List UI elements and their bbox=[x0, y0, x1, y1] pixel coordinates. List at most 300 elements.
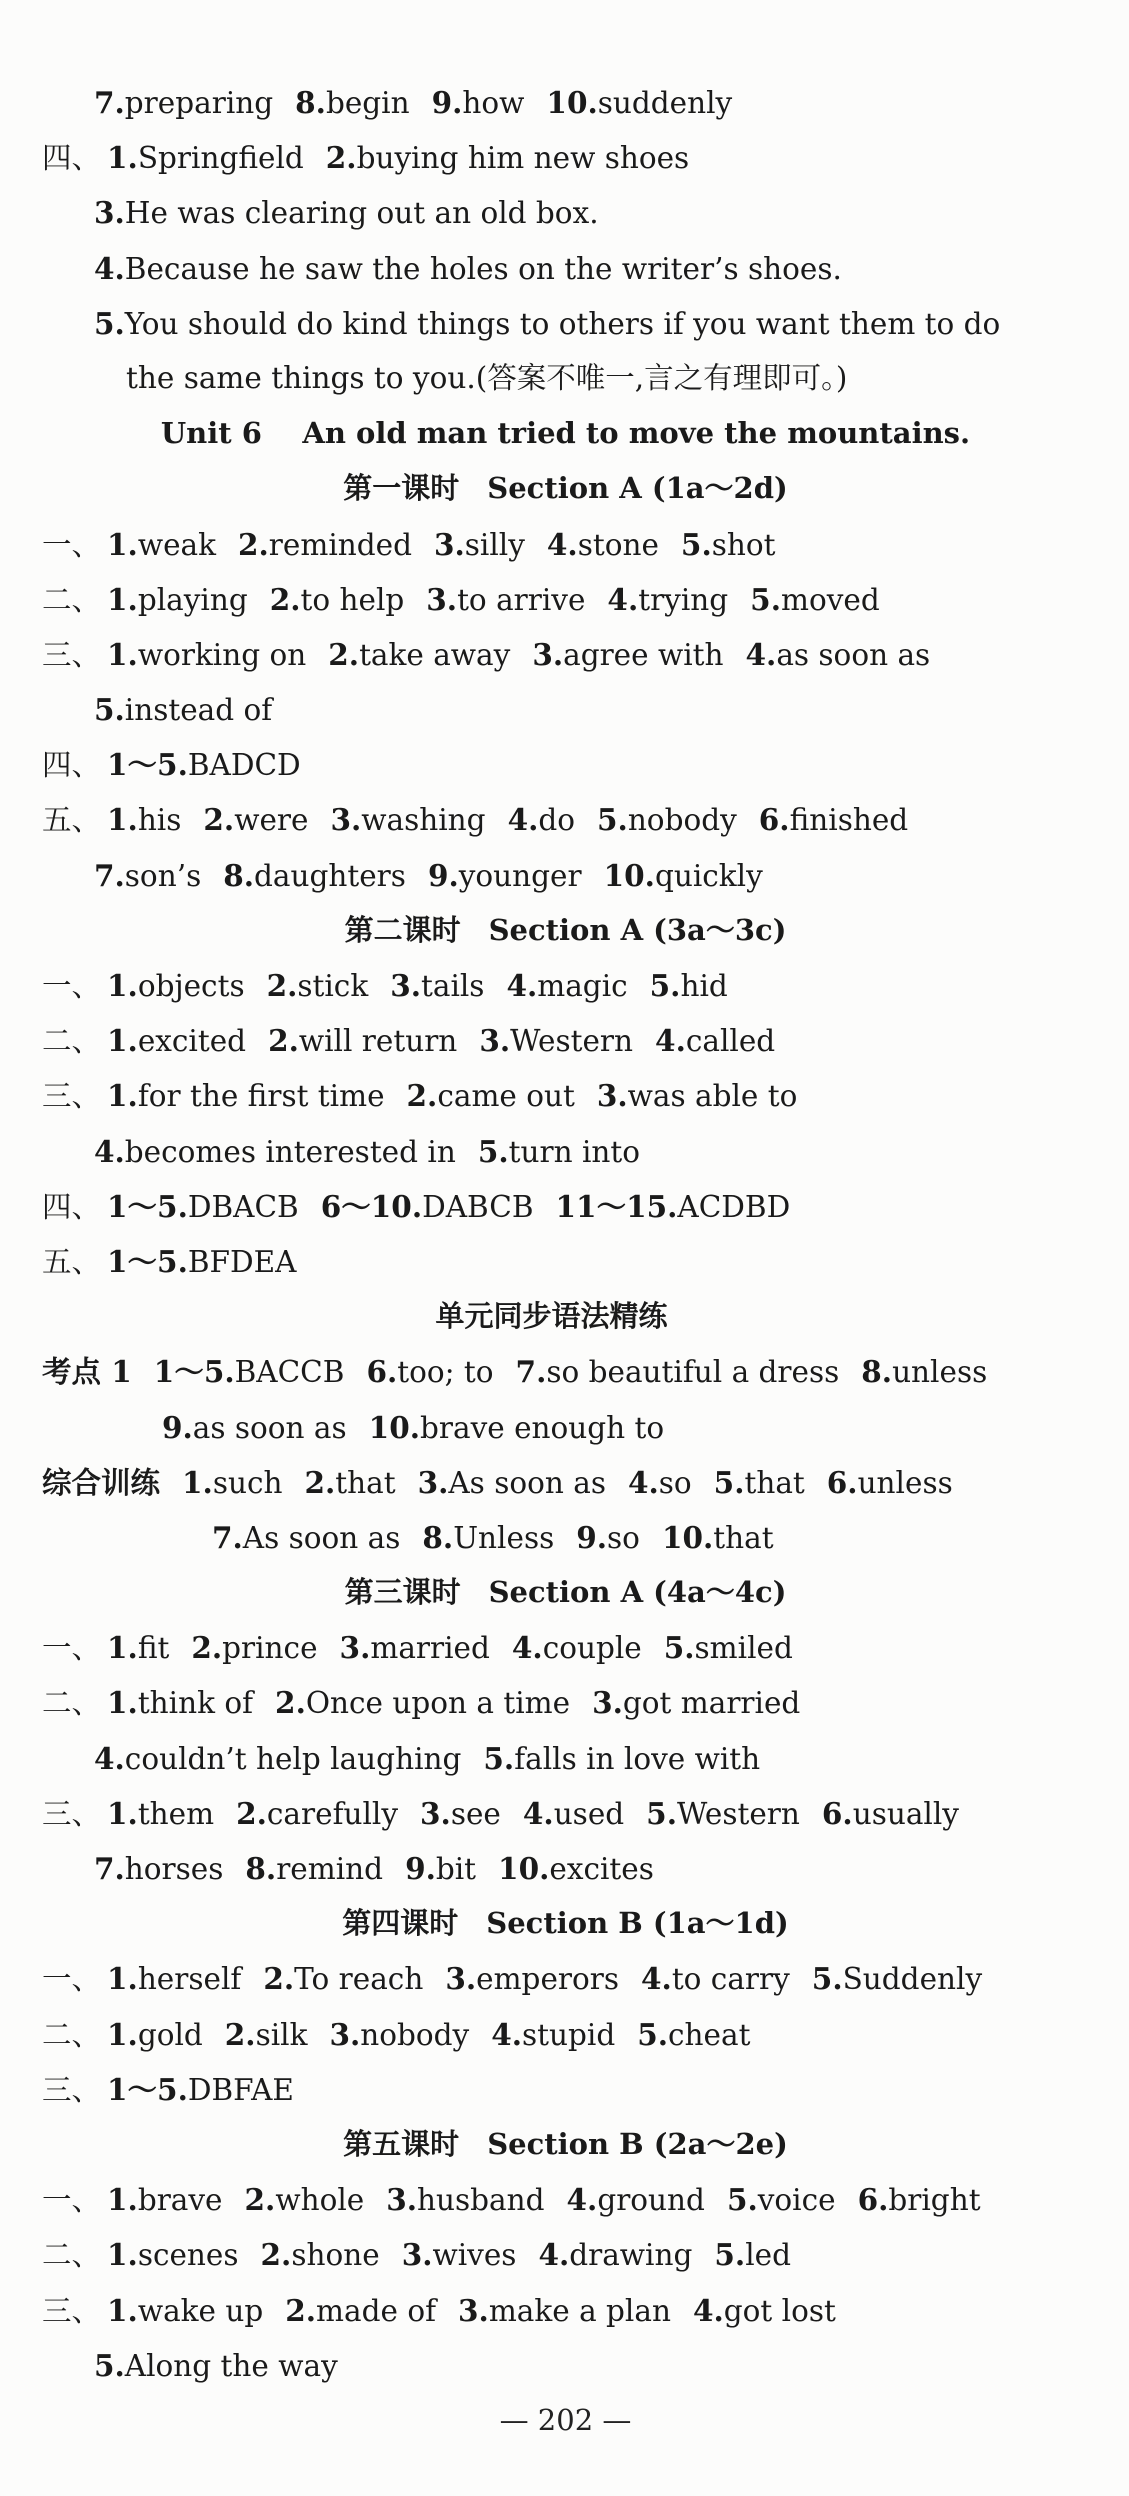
answer-item bbox=[261, 2238, 380, 2272]
answer-number: 1. bbox=[107, 636, 138, 672]
answer-text: as soon as bbox=[192, 1410, 347, 1445]
answer-text: as soon as bbox=[776, 637, 931, 672]
answer-text: washing bbox=[361, 803, 486, 838]
answer-text: take away bbox=[359, 637, 511, 672]
answer-item bbox=[483, 1742, 760, 1776]
answer-line bbox=[42, 1234, 1089, 1289]
answer-text: playing bbox=[137, 582, 248, 617]
answer-text: DABCB bbox=[422, 1189, 534, 1224]
part-marker: 四、 bbox=[42, 141, 102, 176]
part-marker: 二、 bbox=[42, 1686, 102, 1721]
answer-text: tails bbox=[421, 969, 485, 1003]
answer-line bbox=[42, 2283, 1089, 2338]
answer-number: 1. bbox=[107, 2016, 138, 2052]
answer-item bbox=[107, 1190, 299, 1224]
answer-item bbox=[822, 1797, 959, 1831]
answer-item bbox=[386, 2183, 544, 2217]
answer-item bbox=[304, 1466, 395, 1500]
answer-item bbox=[245, 2183, 365, 2217]
answer-number: 3. bbox=[420, 1795, 451, 1831]
answer-item bbox=[418, 1466, 606, 1500]
answer-number: 1. bbox=[107, 526, 138, 562]
answer-item bbox=[329, 2018, 469, 2052]
answer-item bbox=[422, 1521, 554, 1555]
answer-item bbox=[107, 1686, 253, 1720]
answer-text: make a plan bbox=[488, 2293, 671, 2328]
answer-item bbox=[285, 2294, 436, 2328]
answer-text: DBACB bbox=[187, 1189, 299, 1224]
answer-text: brave bbox=[137, 2183, 223, 2218]
answer-text: gold bbox=[137, 2017, 203, 2052]
answer-text: emperors bbox=[476, 1962, 620, 1997]
answer-text: couldn’t help laughing bbox=[124, 1741, 462, 1776]
answer-number: 8. bbox=[861, 1354, 893, 1390]
answer-text: scenes bbox=[137, 2238, 239, 2273]
answer-number: 4. bbox=[745, 636, 777, 672]
answer-item bbox=[94, 2349, 338, 2383]
answer-text: husband bbox=[417, 2183, 545, 2218]
answer-number: 4. bbox=[491, 2016, 523, 2052]
answer-line bbox=[42, 1400, 1089, 1455]
answer-line bbox=[42, 1675, 1089, 1730]
answer-line bbox=[42, 2338, 1089, 2393]
section-heading bbox=[42, 1289, 1089, 1344]
answer-text: moved bbox=[780, 582, 880, 617]
answer-text: got married bbox=[622, 1686, 801, 1721]
part-marker: 二、 bbox=[42, 1024, 102, 1059]
answer-number: 2. bbox=[236, 1795, 267, 1831]
heading-section: Section B (1a～1d) bbox=[486, 1906, 789, 1941]
answer-item bbox=[445, 1962, 619, 1996]
answer-number: 9. bbox=[162, 1409, 193, 1445]
answer-item bbox=[107, 1631, 169, 1665]
answer-text: that bbox=[335, 1465, 396, 1500]
line-label: 考点 1 bbox=[42, 1354, 132, 1390]
answer-number: 1～5. bbox=[153, 1354, 235, 1390]
answer-item bbox=[107, 141, 304, 175]
section-heading bbox=[42, 903, 1089, 958]
answer-number: 5. bbox=[811, 1961, 843, 1997]
line-label: 综合训练 bbox=[42, 1464, 161, 1500]
answer-item bbox=[238, 528, 412, 562]
answer-line bbox=[42, 1068, 1089, 1123]
answer-text: weak bbox=[137, 527, 216, 562]
answer-item bbox=[662, 1521, 774, 1555]
answer-item bbox=[546, 86, 732, 120]
answer-text: Unless bbox=[453, 1520, 555, 1555]
answer-text: BADCD bbox=[187, 748, 301, 783]
answer-item bbox=[650, 969, 728, 1003]
answer-item bbox=[714, 1466, 805, 1500]
answer-text: so beautiful a dress bbox=[546, 1355, 840, 1390]
answer-item bbox=[107, 1962, 241, 1996]
answer-text: couple bbox=[542, 1631, 642, 1666]
answer-number: 7. bbox=[212, 1519, 243, 1555]
answer-item bbox=[516, 1355, 840, 1389]
answer-text: whole bbox=[275, 2183, 365, 2218]
answer-item bbox=[402, 2238, 517, 2272]
answer-number: 2. bbox=[328, 636, 360, 672]
answer-text: trying bbox=[638, 582, 729, 617]
answer-item bbox=[94, 693, 272, 727]
part-marker: 四、 bbox=[42, 1189, 102, 1224]
answer-item bbox=[267, 969, 369, 1003]
answer-number: 10. bbox=[546, 85, 598, 120]
answer-number: 1. bbox=[107, 1685, 138, 1721]
answer-text: buying him new shoes bbox=[356, 141, 690, 176]
answer-item bbox=[556, 1190, 791, 1224]
answer-text: nobody bbox=[360, 2017, 470, 2052]
answer-text: preparing bbox=[124, 86, 274, 120]
answer-text: were bbox=[234, 803, 309, 838]
answer-text: do bbox=[538, 803, 576, 838]
answer-number: 5. bbox=[94, 692, 125, 728]
answer-item bbox=[693, 2294, 836, 2328]
answer-text: agree with bbox=[563, 637, 724, 672]
answer-item bbox=[107, 1245, 296, 1279]
answer-text: shone bbox=[291, 2238, 380, 2273]
answer-number: 1. bbox=[107, 2292, 138, 2328]
answer-number: 1～5. bbox=[107, 1188, 188, 1224]
answer-number: 4. bbox=[94, 1740, 125, 1776]
answer-text: unless bbox=[857, 1465, 953, 1500]
answer-number: 2. bbox=[260, 2237, 292, 2273]
answer-number: 1. bbox=[107, 1023, 138, 1059]
answer-line bbox=[42, 1179, 1089, 1234]
answer-number: 5. bbox=[646, 1795, 677, 1831]
answer-item bbox=[270, 583, 405, 617]
answer-number: 7. bbox=[94, 85, 125, 120]
answer-text: excited bbox=[137, 1024, 247, 1059]
answer-item bbox=[407, 1079, 575, 1113]
answer-item bbox=[592, 1686, 800, 1720]
answer-text: led bbox=[745, 2238, 791, 2273]
answer-number: 1～5. bbox=[107, 747, 188, 783]
answer-line bbox=[42, 241, 1089, 296]
answer-text: silly bbox=[464, 527, 525, 562]
answer-item bbox=[94, 307, 1000, 341]
section-heading bbox=[42, 461, 1089, 516]
answer-number: 2. bbox=[268, 1023, 299, 1059]
answer-text: got lost bbox=[723, 2293, 836, 2328]
answer-number: 5. bbox=[680, 526, 712, 562]
answer-item bbox=[434, 528, 525, 562]
answer-number: 3. bbox=[532, 636, 564, 672]
answer-text: turn into bbox=[508, 1134, 641, 1169]
answer-line bbox=[42, 1013, 1089, 1068]
part-marker: 一、 bbox=[42, 1962, 102, 1997]
answer-text: that bbox=[713, 1520, 774, 1555]
section-heading bbox=[42, 1896, 1089, 1951]
heading-section: Section B (2a～2e) bbox=[487, 2126, 788, 2161]
answer-item bbox=[107, 2294, 263, 2328]
answer-text: used bbox=[553, 1796, 625, 1831]
answer-number: 1. bbox=[107, 968, 138, 1003]
answer-text: stick bbox=[297, 969, 369, 1003]
answer-text: them bbox=[137, 1796, 215, 1831]
answer-item bbox=[369, 1411, 665, 1445]
answer-number: 3. bbox=[330, 802, 362, 838]
answer-item bbox=[94, 1135, 456, 1169]
answer-text: so bbox=[607, 1520, 640, 1555]
answer-number: 4. bbox=[566, 2182, 598, 2218]
answer-text: carefully bbox=[266, 1796, 399, 1831]
answer-line bbox=[42, 130, 1089, 185]
answer-line bbox=[42, 848, 1089, 903]
answer-number: 8. bbox=[223, 857, 255, 893]
answer-number: 6～10. bbox=[320, 1188, 423, 1224]
answer-text: too; to bbox=[397, 1355, 494, 1390]
answer-line bbox=[42, 1951, 1089, 2006]
answer-text: to arrive bbox=[457, 582, 586, 617]
answer-text: begin bbox=[325, 86, 410, 120]
heading-lesson: 第一课时 bbox=[343, 471, 460, 506]
part-marker: 三、 bbox=[42, 2293, 102, 2328]
answer-line bbox=[42, 1731, 1089, 1786]
answer-number: 9. bbox=[576, 1519, 608, 1555]
answer-number: 2. bbox=[266, 968, 298, 1003]
answer-number: 5. bbox=[483, 1740, 515, 1776]
answer-item bbox=[191, 1631, 317, 1665]
answer-text: son’s bbox=[124, 858, 202, 893]
answer-text: Once upon a time bbox=[305, 1686, 571, 1721]
answer-text: will return bbox=[298, 1024, 458, 1059]
answer-number: 5. bbox=[94, 305, 125, 341]
answer-item bbox=[428, 859, 582, 893]
answer-item bbox=[664, 1631, 793, 1665]
answer-number: 4. bbox=[511, 1630, 543, 1666]
answer-number: 5. bbox=[94, 2347, 125, 2383]
answer-number: 7. bbox=[94, 857, 125, 893]
answer-text: came out bbox=[437, 1079, 575, 1114]
heading-lesson: 第三课时 bbox=[344, 1575, 461, 1610]
answer-line bbox=[42, 185, 1089, 240]
answer-number: 4. bbox=[641, 1961, 672, 1997]
answer-item bbox=[523, 1797, 624, 1831]
answer-item bbox=[126, 361, 847, 395]
answer-text: ground bbox=[597, 2183, 705, 2218]
answer-text: falls in love with bbox=[514, 1741, 761, 1776]
heading-lesson: 第五课时 bbox=[343, 2126, 460, 2161]
answer-number: 1. bbox=[107, 1795, 138, 1831]
answer-item bbox=[366, 1355, 493, 1389]
answer-text: stone bbox=[577, 527, 659, 562]
answer-number: 4. bbox=[692, 2292, 724, 2328]
answer-item bbox=[321, 1190, 534, 1224]
answer-number: 5. bbox=[477, 1133, 509, 1169]
answer-number: 5. bbox=[714, 2237, 746, 2273]
answer-number: 5. bbox=[726, 2182, 758, 2218]
answer-text: horses bbox=[124, 1852, 224, 1886]
answer-text: Western bbox=[676, 1796, 800, 1831]
answer-number: 10. bbox=[368, 1409, 420, 1445]
answer-text: herself bbox=[137, 1962, 242, 1997]
answer-item bbox=[681, 528, 776, 562]
answer-line bbox=[42, 572, 1089, 627]
answer-number: 8. bbox=[245, 1851, 277, 1886]
answer-number: 4. bbox=[546, 526, 578, 562]
answer-number: 2. bbox=[325, 140, 357, 176]
part-marker: 二、 bbox=[42, 582, 102, 617]
answer-line bbox=[42, 1124, 1089, 1179]
answer-text: stupid bbox=[522, 2017, 616, 2052]
answer-line bbox=[42, 737, 1089, 792]
answer-number: 3. bbox=[458, 2292, 489, 2328]
answer-item bbox=[512, 1631, 642, 1665]
answer-item bbox=[641, 1962, 790, 1996]
answer-number: 2. bbox=[244, 2182, 276, 2218]
answer-item bbox=[637, 2018, 750, 2052]
answer-line bbox=[42, 682, 1089, 737]
answer-text: that bbox=[744, 1465, 805, 1500]
answer-number: 3. bbox=[386, 2182, 418, 2218]
part-marker: 一、 bbox=[42, 527, 102, 562]
answer-item bbox=[567, 2183, 705, 2217]
answer-item bbox=[607, 583, 728, 617]
answer-number: 1～5. bbox=[107, 1243, 188, 1279]
answer-item bbox=[268, 1024, 457, 1058]
answer-text: As soon as bbox=[242, 1520, 401, 1555]
answer-number: 2. bbox=[285, 2292, 317, 2328]
answer-text: As soon as bbox=[448, 1465, 606, 1500]
answer-item bbox=[827, 1466, 953, 1500]
part-marker: 四、 bbox=[42, 748, 102, 783]
answer-item bbox=[94, 196, 599, 230]
answer-content bbox=[42, 75, 1089, 2393]
answer-item bbox=[432, 86, 525, 120]
answer-text: DBFAE bbox=[187, 2072, 294, 2107]
answer-text: suddenly bbox=[597, 86, 733, 120]
answer-text: called bbox=[685, 1024, 776, 1059]
answer-item bbox=[245, 1852, 383, 1886]
answer-item bbox=[326, 141, 689, 175]
part-marker: 三、 bbox=[42, 2072, 102, 2107]
answer-line bbox=[42, 75, 1089, 130]
part-marker: 二、 bbox=[42, 2238, 102, 2273]
answer-text: for the first time bbox=[137, 1079, 385, 1114]
answer-line bbox=[42, 351, 1089, 406]
answer-number: 3. bbox=[94, 195, 125, 231]
answer-item bbox=[328, 638, 510, 672]
heading-lesson: 第四课时 bbox=[342, 1906, 459, 1941]
answer-line bbox=[42, 296, 1089, 351]
answer-text: BFDEA bbox=[187, 1244, 297, 1279]
answer-line bbox=[42, 1344, 1089, 1399]
answer-number: 10. bbox=[661, 1519, 714, 1555]
answer-number: 6. bbox=[857, 2182, 889, 2218]
answer-text: magic bbox=[537, 969, 628, 1003]
answer-number: 3. bbox=[390, 968, 421, 1003]
answer-item bbox=[576, 1521, 640, 1555]
answer-item bbox=[478, 1135, 640, 1169]
answer-number: 5. bbox=[750, 581, 781, 617]
answer-text: wake up bbox=[137, 2293, 264, 2328]
answer-number: 6. bbox=[821, 1795, 853, 1831]
answer-text: objects bbox=[137, 969, 245, 1003]
answer-line bbox=[42, 792, 1089, 847]
answer-text: drawing bbox=[569, 2238, 693, 2273]
answer-item bbox=[94, 859, 201, 893]
answer-text: to carry bbox=[671, 1962, 790, 1997]
answer-text: married bbox=[370, 1631, 490, 1666]
answer-number: 3. bbox=[329, 2016, 361, 2052]
answer-line bbox=[42, 2062, 1089, 2117]
answer-item bbox=[107, 803, 181, 837]
answer-text: quickly bbox=[654, 858, 763, 893]
answer-item bbox=[236, 1797, 398, 1831]
answer-item bbox=[107, 748, 301, 782]
answer-text: unless bbox=[892, 1355, 988, 1390]
heading-section: Section A (4a～4c) bbox=[488, 1575, 787, 1610]
part-marker: 三、 bbox=[42, 1079, 102, 1114]
answer-item bbox=[330, 803, 485, 837]
answer-number: 4. bbox=[538, 2237, 570, 2273]
answer-item bbox=[263, 1962, 423, 1996]
part-marker: 一、 bbox=[42, 1631, 102, 1666]
heading-lesson: 第二课时 bbox=[344, 912, 461, 947]
answer-text: silk bbox=[255, 2017, 308, 2052]
answer-text: becomes interested in bbox=[124, 1134, 456, 1169]
answer-number: 9. bbox=[427, 857, 459, 893]
answer-item bbox=[107, 1024, 246, 1058]
answer-text: think of bbox=[137, 1686, 254, 1721]
answer-item bbox=[628, 1466, 692, 1500]
answer-item bbox=[746, 638, 931, 672]
answer-item bbox=[458, 2294, 671, 2328]
answer-number: 6. bbox=[826, 1464, 858, 1500]
answer-text: was able to bbox=[627, 1079, 798, 1114]
answer-number: 4. bbox=[655, 1023, 686, 1059]
answer-item bbox=[420, 1797, 501, 1831]
answer-number: 2. bbox=[406, 1078, 438, 1114]
heading-section: Section A (3a～3c) bbox=[488, 912, 787, 947]
answer-number: 3. bbox=[479, 1023, 511, 1059]
answer-text: He was clearing out an old box. bbox=[124, 196, 599, 231]
answer-line bbox=[42, 627, 1089, 682]
answer-number: 2. bbox=[238, 526, 269, 562]
answer-text: remind bbox=[276, 1852, 384, 1886]
answer-number: 1. bbox=[107, 140, 138, 176]
answer-text: brave enough to bbox=[420, 1410, 665, 1445]
answer-text: the same things to you.(答案不唯一,言之有理即可。) bbox=[126, 360, 848, 395]
part-marker: 五、 bbox=[42, 803, 102, 838]
answer-text: smiled bbox=[694, 1631, 793, 1666]
answer-number: 1. bbox=[107, 581, 138, 617]
answer-item bbox=[154, 1355, 345, 1389]
answer-text: his bbox=[137, 803, 182, 838]
answer-line bbox=[42, 517, 1089, 572]
answer-number: 7. bbox=[515, 1354, 547, 1390]
answer-number: 11～15. bbox=[555, 1188, 678, 1224]
answer-item bbox=[547, 528, 659, 562]
answer-item bbox=[714, 2238, 791, 2272]
section-heading bbox=[42, 406, 1089, 461]
section-heading bbox=[42, 2117, 1089, 2172]
answer-number: 1. bbox=[107, 2182, 138, 2218]
page-number: — 202 — bbox=[499, 2402, 632, 2437]
answer-item bbox=[426, 583, 585, 617]
answer-text: usually bbox=[852, 1796, 959, 1831]
answer-item bbox=[203, 803, 308, 837]
answer-number: 5. bbox=[637, 2016, 669, 2052]
answer-number: 2. bbox=[224, 2016, 256, 2052]
answer-number: 3. bbox=[445, 1961, 477, 1997]
part-marker: 二、 bbox=[42, 2017, 102, 2052]
answer-number: 6. bbox=[366, 1354, 398, 1390]
answer-number: 9. bbox=[405, 1851, 436, 1886]
answer-item bbox=[655, 1024, 775, 1058]
part-marker: 一、 bbox=[42, 2183, 102, 2218]
